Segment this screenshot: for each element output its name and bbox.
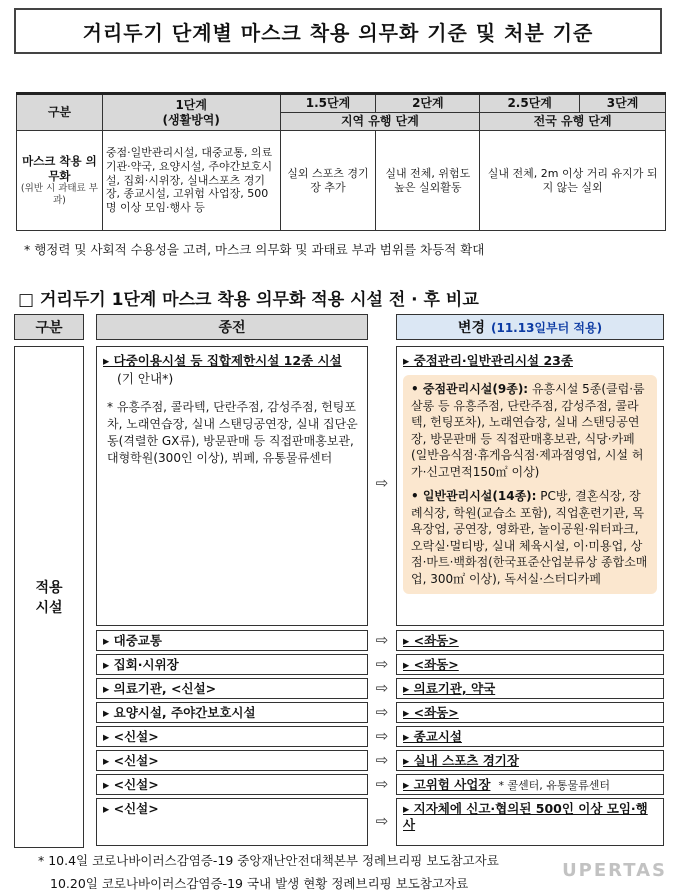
before-row-2: ▸ 집회·시위장 — [96, 654, 368, 675]
footnote-1: * 10.4일 코로나바이러스감염증-19 중앙재난안전대책본부 정례브리핑 보도참고자료 — [38, 853, 499, 868]
arrow-right-icon: ⇨ — [375, 775, 389, 793]
after-row-8: ▸ 지자체에 신고·협의된 500인 이상 모임·행사 — [396, 798, 664, 846]
after-row-6: ▸ 실내 스포츠 경기장 — [396, 750, 664, 771]
before-row-1: ▸ 대중교통 — [96, 630, 368, 651]
after-facility-detail-box — [403, 375, 657, 594]
before-row-6: ▸ <신설> — [96, 750, 368, 771]
after-main-cell: ▸ 중점관리·일반관리시설 23종 • 중점관리시설(9종): 유흥시설 5종(클럽·룸살롱 등 유흥주점, 단란주점, 감성주점, 콜라텍, 헌팅포차), 노래연습장, 실내 스탠딩공연장, 방문판매 등 직접판매홍보관, 식당·카페(일반음식점·휴게음식점·제과점영업, 시설 허가·신고면적150㎡ 이상) • 일반관리시설(14종): PC방, 결혼식장, 장례식장, 학원(교습소 포함), 직업훈련기관, 목욕장업, 공연장, 영화관, 놀이공원·워터파크, 오락실·멀티방, 실내 체육시설, 이·미용업, 상점·마트·백화점(한국표준산업분류상 종합소매업, 300㎡ 이상), 독서실·스터디카페 — [396, 346, 664, 626]
header-stage25: 2.5단계 — [480, 94, 580, 113]
before-row-4: ▸ 요양시설, 주야간보호시설 — [96, 702, 368, 723]
compare-header-after: 변경 (11.13일부터 적용) — [396, 314, 664, 340]
before-row-7: ▸ <신설> — [96, 774, 368, 795]
note-differential: * 행정력 및 사회적 수용성을 고려, 마스크 의무화 및 과태료 부과 범위를 차등적 확대 — [24, 242, 485, 257]
stage2-content: 실내 전체, 위험도 높은 실외활동 — [376, 131, 480, 231]
row-label-mask: 마스크 착용 의무화 (위반 시 과태료 부과) — [17, 131, 103, 231]
header-national: 전국 유행 단계 — [480, 113, 666, 131]
header-stage3: 3단계 — [580, 94, 666, 113]
stage15-content: 실외 스포츠 경기장 추가 — [280, 131, 376, 231]
arrow-right-icon: ⇨ — [375, 631, 389, 649]
arrow-right-icon: ⇨ — [375, 655, 389, 673]
arrow-right-icon: ⇨ — [375, 812, 389, 830]
arrow-right-icon: ⇨ — [375, 751, 389, 769]
after-row-note: * 콜센터, 유통물류센터 — [498, 779, 611, 792]
arrow-right-icon: ⇨ — [375, 474, 389, 492]
document-title: 거리두기 단계별 마스크 착용 의무화 기준 및 처분 기준 — [14, 8, 662, 54]
after-row-7: ▸ 고위험 사업장 * 콜센터, 유통물류센터 — [396, 774, 664, 795]
header-stage1: 1단계 (생활방역) — [102, 94, 280, 131]
stage1-content: 중점·일반관리시설, 대중교통, 의료기관·약국, 요양시설, 주야간보호시설, 집회·시위장, 실내스포츠 경기장, 종교시설, 고위험 사업장, 500명 이상 모임·행사 등 — [102, 131, 280, 231]
focus-facilities: • 중점관리시설(9종): 유흥시설 5종(클럽·룸살롱 등 유흥주점, 단란주점, 감성주점, 콜라텍, 헌팅포차), 노래연습장, 실내 스탠딩공연장, 방문판매 등 직접판매홍보관, 식당·카페(일반음식점·휴게음식점·제과점영업, 시설 허가·신고면적150㎡ 이상) — [411, 382, 645, 479]
arrow-right-icon: ⇨ — [375, 679, 389, 697]
general-facilities: • 일반관리시설(14종): PC방, 결혼식장, 장례식장, 학원(교습소 포함), 직업훈련기관, 목욕장업, 공연장, 영화관, 놀이공원·워터파크, 오락실·멀티방, 실내 체육시설, 이·미용업, 상점·마트·백화점(한국표준산업분류상 종합소매업, 300㎡ 이상), 독서실·스터디카페 — [411, 489, 648, 587]
after-row-1: ▸ <좌동> — [396, 630, 664, 651]
arrow-right-icon: ⇨ — [375, 727, 389, 745]
after-row-2: ▸ <좌동> — [396, 654, 664, 675]
after-row-5: ▸ 종교시설 — [396, 726, 664, 747]
compare-header-before: 종전 — [96, 314, 368, 340]
after-row-3: ▸ 의료기관, 약국 — [396, 678, 664, 699]
section-title: □ 거리두기 1단계 마스크 착용 의무화 적용 시설 전 · 후 비교 — [18, 290, 479, 310]
compare-header-gubun: 구분 — [14, 314, 84, 340]
before-row-5: ▸ <신설> — [96, 726, 368, 747]
before-row-3: ▸ 의료기관, <신설> — [96, 678, 368, 699]
header-stage15: 1.5단계 — [280, 94, 376, 113]
watermark-logo: UPERTAS — [562, 860, 667, 881]
arrow-right-icon: ⇨ — [375, 703, 389, 721]
stage25-content: 실내 전체, 2m 이상 거리 유지가 되지 않는 실외 — [480, 131, 666, 231]
stage-criteria-table — [16, 92, 666, 231]
header-regional: 지역 유행 단계 — [280, 113, 480, 131]
before-row-8: ▸ <신설> — [96, 798, 368, 846]
footnote-2: 10.20일 코로나바이러스감염증-19 국내 발생 현황 정례브리핑 보도참고자료 — [50, 876, 469, 891]
after-row-4: ▸ <좌동> — [396, 702, 664, 723]
header-stage2: 2단계 — [376, 94, 480, 113]
before-main-cell: ▸ 다중이용시설 등 집합제한시설 12종 시설 (기 안내*) * 유흥주점, 콜라텍, 단란주점, 감성주점, 헌팅포차, 노래연습장, 실내 스탠딩공연장, 실내 집단운동(격렬한 GX류), 방문판매 등 직접판매홍보관, 대형학원(300인 이상), 뷔페, 유통물류센터 — [96, 346, 368, 626]
before-detail-list: * 유흥주점, 콜라텍, 단란주점, 감성주점, 헌팅포차, 노래연습장, 실내 스탠딩공연장, 실내 집단운동(격렬한 GX류), 방문판매 등 직접판매홍보관, 대형학원(300인 이상), 뷔페, 유통물류센터 — [107, 400, 358, 466]
header-gubun: 구분 — [17, 94, 103, 131]
row-label-facilities: 적용 시설 — [14, 346, 84, 848]
